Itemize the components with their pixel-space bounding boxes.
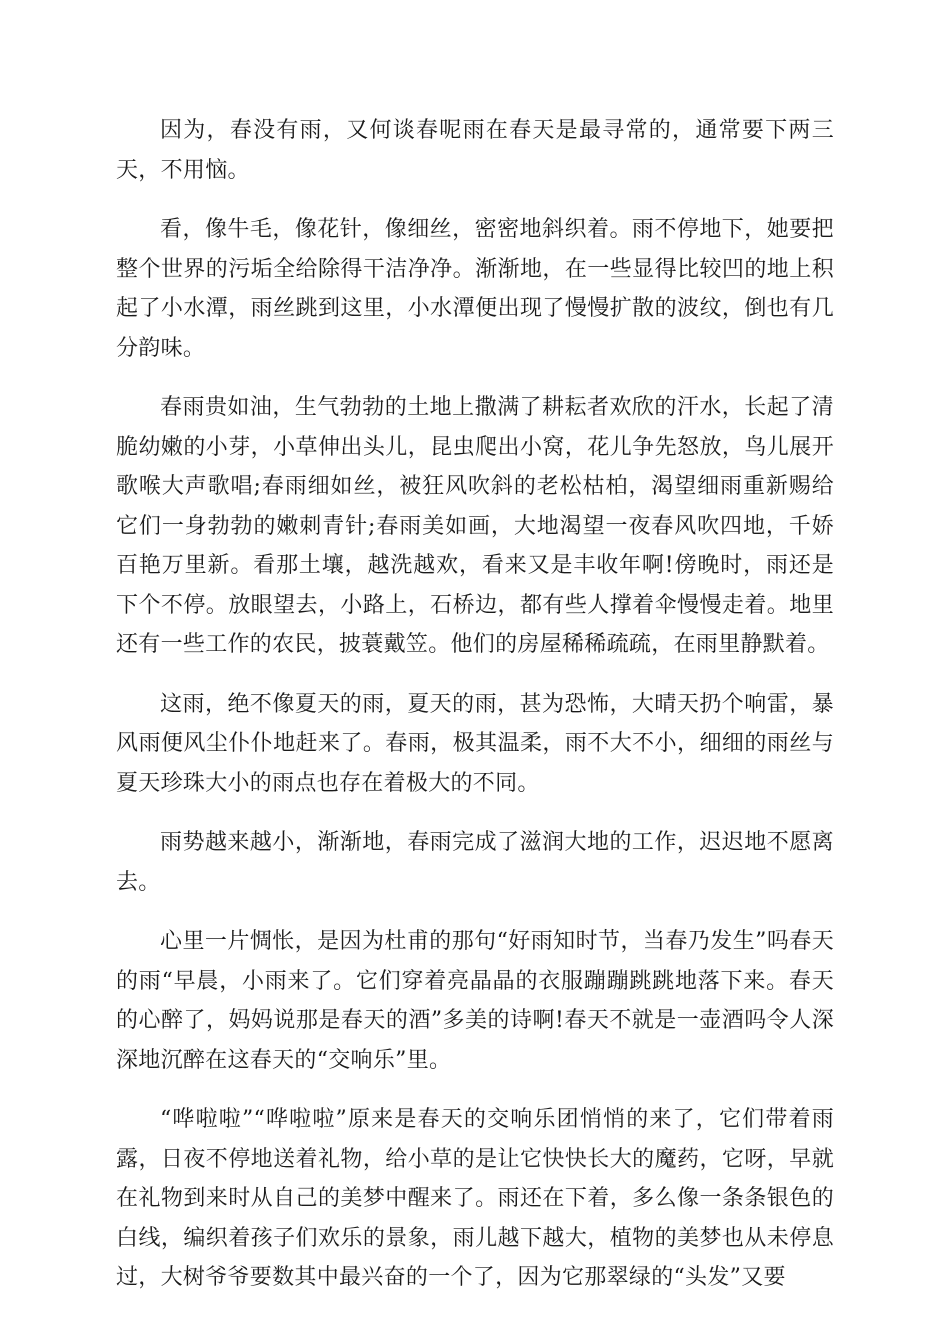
paragraph-2: 看，像牛毛，像花针，像细丝，密密地斜织着。雨不停地下，她要把整个世界的污垢全给除得干洁净净。渐渐地，在一些显得比较凹的地上积起了小水潭，雨丝跳到这里，小水潭便出现了慢慢扩散的波纹，倒也有几分韵味。 [116, 217, 834, 361]
paragraph-5: 雨势越来越小，渐渐地，春雨完成了滋润大地的工作，迟迟地不愿离去。 [116, 830, 834, 895]
paragraph-3: 春雨贵如油，生气勃勃的土地上撒满了耕耘者欢欣的汗水，长起了清脆幼嫩的小芽，小草伸出头儿，昆虫爬出小窝，花儿争先怒放，鸟儿展开歌喉大声歌唱;春雨细如丝，被狂风吹斜的老松枯柏，渴望细雨重新赐给它们一身勃勃的嫩刺青针;春雨美如画，大地渴望一夜春风吹四地，千娇百艳万里新。看那土壤，越洗越欢，看来又是丰收年啊!傍晚时，雨还是下个不停。放眼望去，小路上，石桥边，都有些人撑着伞慢慢走着。地里还有一些工作的农民，披蓑戴笠。他们的房屋稀稀疏疏，在雨里静默着。 [116, 395, 834, 657]
paragraph-1: 因为，春没有雨，又何谈春呢雨在春天是最寻常的，通常要下两三天，不用恼。 [116, 118, 834, 183]
paragraph-7: “哗啦啦”“哗啦啦”原来是春天的交响乐团悄悄的来了，它们带着雨露，日夜不停地送着礼物，给小草的是让它快快长大的魔药，它呀，早就在礼物到来时从自己的美梦中醒来了。雨还在下着，多么像一条条银色的白线，编织着孩子们欢乐的景象，雨儿越下越大，植物的美梦也从未停息过，大树爷爷要数其中最兴奋的一个了，因为它那翠绿的“头发”又要 [116, 1107, 834, 1290]
document-page [116, 111, 834, 1318]
paragraph-4: 这雨，绝不像夏天的雨，夏天的雨，甚为恐怖，大晴天扔个响雷，暴风雨便风尘仆仆地赶来了。春雨，极其温柔，雨不大不小，细细的雨丝与夏天珍珠大小的雨点也存在着极大的不同。 [116, 691, 834, 796]
paragraph-6: 心里一片惆怅，是因为杜甫的那句“好雨知时节，当春乃发生”吗春天的雨“早晨，小雨来了。它们穿着亮晶晶的衣服蹦蹦跳跳地落下来。春天的心醉了，妈妈说那是春天的酒”多美的诗啊!春天不就是一壶酒吗令人深深地沉醉在这春天的“交响乐”里。 [116, 929, 834, 1073]
